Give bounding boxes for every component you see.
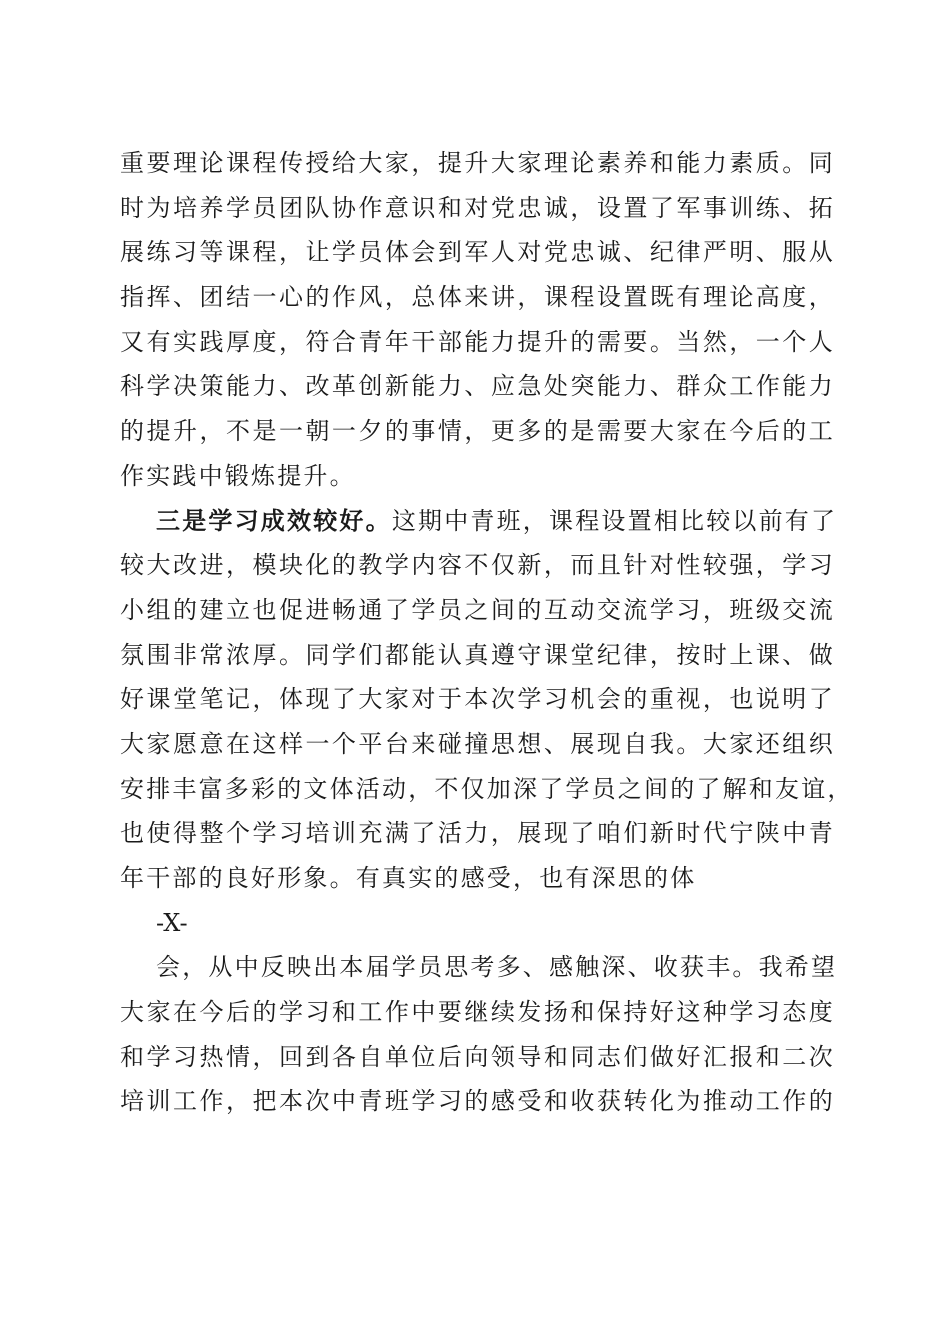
text-line: 又有实践厚度，符合青年干部能力提升的需要。当然，一个人 bbox=[120, 327, 835, 356]
text-line: 大家在今后的学习和工作中要继续发扬和保持好这种学习态度 bbox=[120, 998, 835, 1027]
paragraph-learning-results bbox=[120, 499, 854, 901]
text-line: 培训工作，把本次中青班学习的感受和收获转化为推动工作的 bbox=[120, 1087, 835, 1116]
text-line: 好课堂笔记，体现了大家对于本次学习机会的重视，也说明了 bbox=[120, 685, 835, 714]
page-number: -X- bbox=[156, 908, 188, 937]
text-line: 年干部的良好形象。有真实的感受，也有深思的体 bbox=[120, 864, 697, 892]
text-line: 展练习等课程，让学员体会到军人对党忠诚、纪律严明、服从 bbox=[120, 238, 835, 267]
text-line: 重要理论课程传授给大家，提升大家理论素养和能力素质。同 bbox=[120, 149, 835, 177]
text-line: 作实践中锻炼提升。 bbox=[120, 461, 356, 490]
text-line: 时为培养学员团队协作意识和对党忠诚，设置了军事训练、拓 bbox=[120, 193, 835, 222]
text-line: 安排丰富多彩的文体活动，不仅加深了学员之间的了解和友谊， bbox=[120, 774, 854, 803]
text-line: 和学习热情，回到各自单位后向领导和同志们做好汇报和二次 bbox=[120, 1042, 835, 1071]
heading-line-rest: 这期中青班，课程设置相比较以前有了 bbox=[391, 506, 838, 535]
section-heading: 三是学习成效较好。 bbox=[156, 505, 392, 535]
text-line: 氛围非常浓厚。同学们都能认真遵守课堂纪律，按时上课、做 bbox=[120, 640, 835, 669]
text-line: 的提升，不是一朝一夕的事情，更多的是需要大家在今后的工 bbox=[120, 417, 835, 446]
document-body bbox=[120, 141, 854, 1124]
text-line: 大家愿意在这样一个平台来碰撞思想、展现自我。大家还组织 bbox=[120, 729, 835, 758]
text-line: 指挥、团结一心的作风，总体来讲，课程设置既有理论高度， bbox=[120, 283, 835, 312]
text-line: 也使得整个学习培训充满了活力，展现了咱们新时代宁陕中青 bbox=[120, 819, 835, 848]
text-line: 会，从中反映出本届学员思考多、感触深、收获丰。我希望 bbox=[156, 953, 838, 982]
paragraph-course-settings bbox=[120, 141, 835, 499]
text-line: 科学决策能力、改革创新能力、应急处突能力、群众工作能力 bbox=[120, 372, 835, 401]
text-line bbox=[120, 499, 838, 544]
paragraph-expectations bbox=[120, 945, 838, 1124]
text-line: 较大改进，模块化的教学内容不仅新，而且针对性较强，学习 bbox=[120, 551, 835, 580]
text-line: 小组的建立也促进畅通了学员之间的互动交流学习，班级交流 bbox=[120, 595, 835, 624]
